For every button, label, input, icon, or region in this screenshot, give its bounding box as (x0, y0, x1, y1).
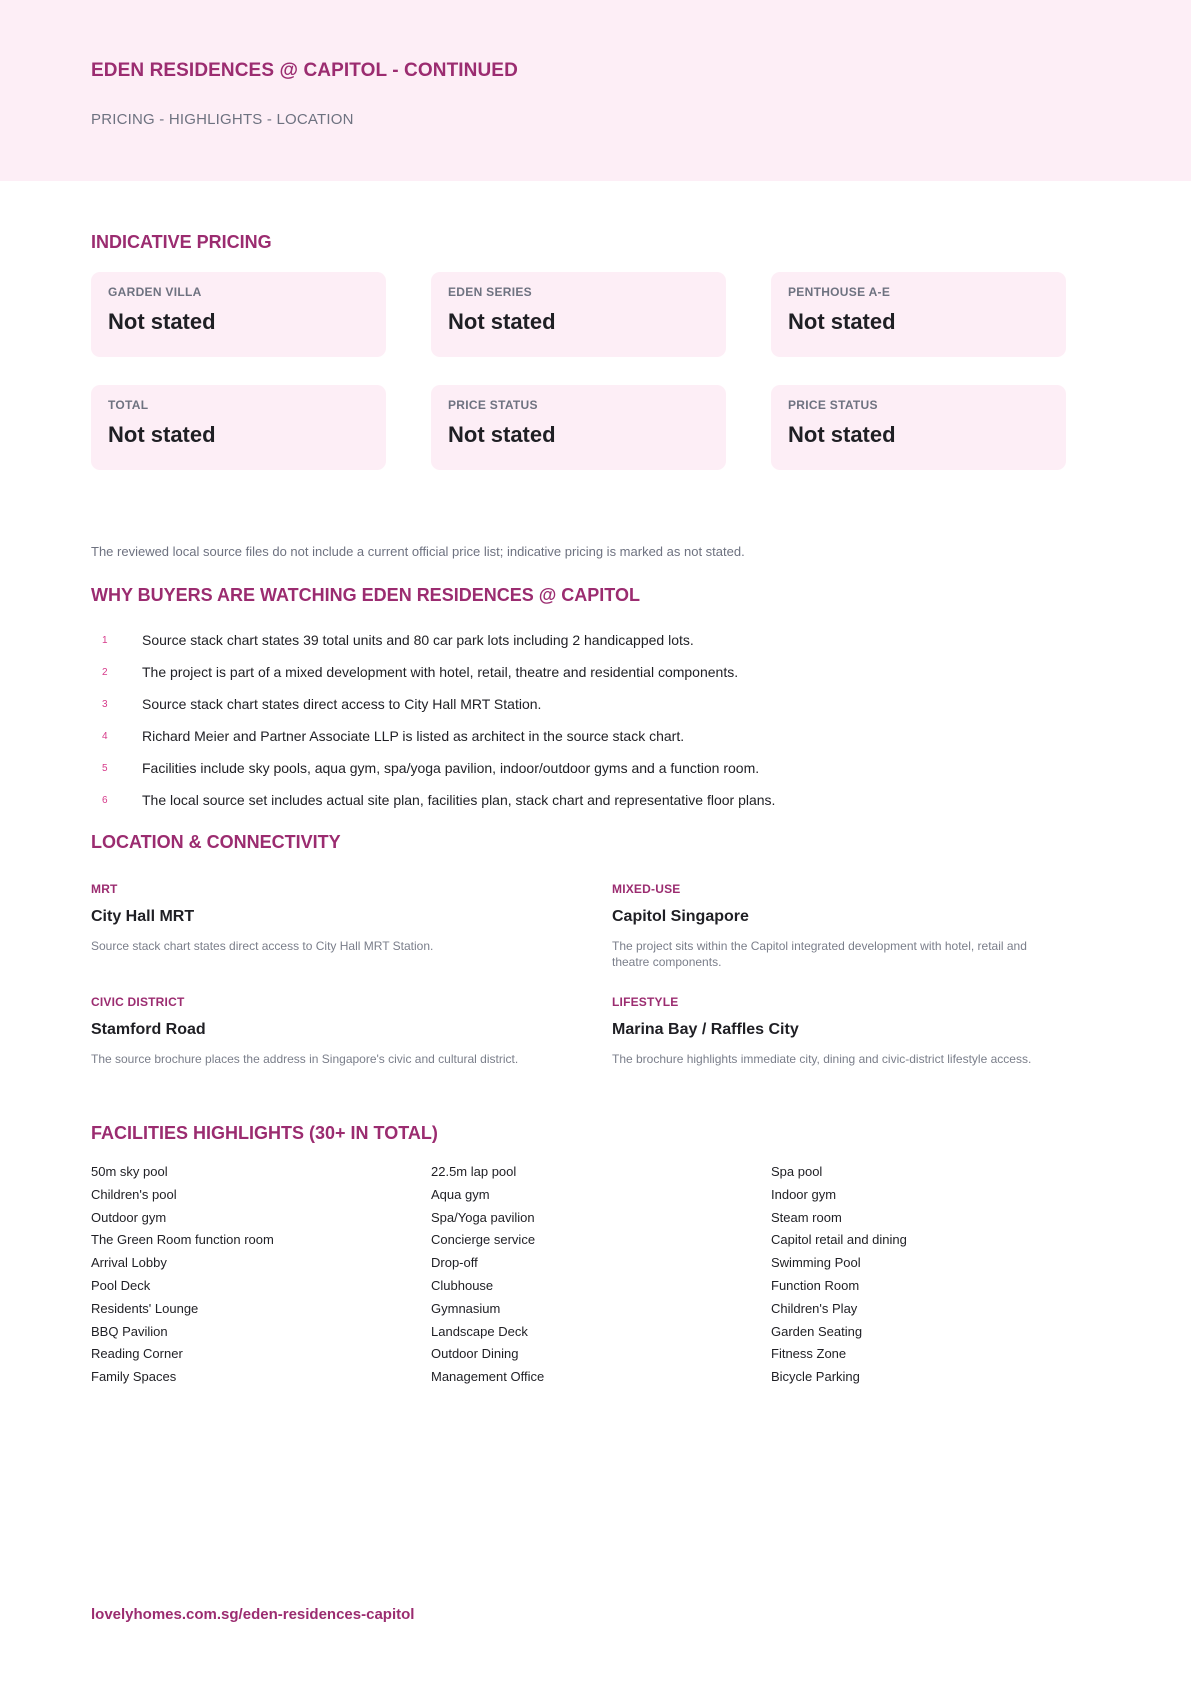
facilities-column (91, 1164, 431, 1392)
list-item: Function Room (771, 1277, 860, 1293)
page-header (0, 0, 1191, 181)
location-section-title: LOCATION & CONNECTIVITY (91, 832, 341, 852)
highlight-text: Facilities include sky pools, aqua gym, spa/yoga pavilion, indoor/outdoor gyms and a function room. (142, 760, 760, 776)
list-item: Children's Play (771, 1300, 858, 1316)
pricing-section-title: INDICATIVE PRICING (91, 232, 272, 252)
location-item-lifestyle (612, 995, 1091, 1108)
footer-website-link[interactable]: lovelyhomes.com.sg/eden-residences-capitol (91, 1606, 415, 1623)
list-item: Outdoor gym (91, 1209, 167, 1225)
number-bullet-icon: 6 (102, 795, 108, 806)
highlight-text: The project is part of a mixed development with hotel, retail, theatre and residential components. (142, 664, 739, 680)
price-card-status (431, 385, 726, 470)
location-name: Stamford Road (91, 1021, 206, 1038)
price-card-value: Not stated (108, 422, 216, 447)
highlight-text: Source stack chart states direct access to City Hall MRT Station. (142, 696, 542, 712)
highlight-text: Source stack chart states 39 total units and 80 car park lots including 2 handicapped lots. (142, 632, 694, 648)
location-label: MRT (91, 882, 118, 896)
list-item: Management Office (431, 1369, 545, 1385)
price-card-value: Not stated (448, 422, 556, 447)
list-item: Steam room (771, 1209, 842, 1225)
price-card-label: PRICE STATUS (788, 398, 878, 412)
location-description: The source brochure places the address in Singapore's civic and cultural district. (91, 1052, 519, 1066)
list-item (91, 728, 1091, 760)
list-item: Aqua gym (431, 1186, 490, 1202)
price-card-label: TOTAL (108, 398, 149, 412)
number-bullet-icon: 2 (102, 667, 108, 678)
pricing-note: The reviewed local source files do not include a current official price list; indicative pricing is marked as not stated. (91, 544, 745, 559)
location-item-mixed-use (612, 882, 1091, 995)
list-item: The Green Room function room (91, 1232, 274, 1248)
location-description: Source stack chart states direct access to City Hall MRT Station. (91, 939, 434, 953)
pricing-cards (91, 272, 1067, 470)
location-description: The brochure highlights immediate city, dining and civic-district lifestyle access. (612, 1052, 1032, 1066)
list-item: Family Spaces (91, 1369, 177, 1385)
list-item (91, 760, 1091, 792)
list-item: Bicycle Parking (771, 1369, 860, 1385)
page-title: EDEN RESIDENCES @ CAPITOL - CONTINUED (91, 60, 518, 81)
price-card-eden-series (431, 272, 726, 357)
location-item-civic-district (91, 995, 612, 1108)
list-item: Swimming Pool (771, 1255, 861, 1271)
location-description: The project sits within the Capitol integrated development with hotel, retail and theatre components. (612, 939, 1027, 969)
list-item: Clubhouse (431, 1277, 494, 1293)
price-card-status (771, 385, 1066, 470)
list-item: Concierge service (431, 1232, 536, 1248)
list-item: Fitness Zone (771, 1346, 847, 1362)
list-item: Gymnasium (431, 1300, 501, 1316)
price-card-label: PENTHOUSE A-E (788, 285, 891, 299)
price-card-label: EDEN SERIES (448, 285, 532, 299)
location-name: Marina Bay / Raffles City (612, 1021, 799, 1038)
price-card-label: PRICE STATUS (448, 398, 538, 412)
list-item: Reading Corner (91, 1346, 183, 1362)
number-bullet-icon: 4 (102, 731, 108, 742)
list-item: Indoor gym (771, 1186, 837, 1202)
list-item: Pool Deck (91, 1277, 151, 1293)
list-item (91, 632, 1091, 664)
location-label: CIVIC DISTRICT (91, 995, 185, 1009)
list-item (91, 792, 1091, 824)
highlights-list (91, 632, 1091, 824)
facilities-section-title: FACILITIES HIGHLIGHTS (30+ IN TOTAL) (91, 1123, 438, 1143)
list-item (91, 696, 1091, 728)
number-bullet-icon: 5 (102, 763, 108, 774)
list-item: Residents' Lounge (91, 1300, 199, 1316)
facilities-column (771, 1164, 1091, 1392)
location-label: MIXED-USE (612, 882, 681, 896)
price-card-value: Not stated (788, 422, 896, 447)
price-card-value: Not stated (788, 309, 896, 334)
price-card-total (91, 385, 386, 470)
location-item-mrt (91, 882, 612, 995)
list-item: Arrival Lobby (91, 1255, 167, 1271)
price-card-penthouse (771, 272, 1066, 357)
highlight-text: Richard Meier and Partner Associate LLP is listed as architect in the source stack chart. (142, 728, 685, 744)
price-card-label: GARDEN VILLA (108, 285, 202, 299)
highlights-section-title: WHY BUYERS ARE WATCHING EDEN RESIDENCES @ CAPITOL (91, 585, 640, 605)
list-item: 22.5m lap pool (431, 1164, 517, 1179)
list-item: Children's pool (91, 1186, 177, 1202)
number-bullet-icon: 1 (102, 635, 108, 646)
location-grid (91, 882, 1091, 1108)
list-item: Outdoor Dining (431, 1346, 519, 1362)
list-item (91, 664, 1091, 696)
list-item: Landscape Deck (431, 1323, 528, 1339)
highlight-text: The local source set includes actual site plan, facilities plan, stack chart and representative floor plans. (142, 792, 776, 808)
page-subtitle: PRICING - HIGHLIGHTS - LOCATION (91, 111, 354, 128)
location-name: City Hall MRT (91, 908, 195, 925)
price-card-value: Not stated (448, 309, 556, 334)
list-item: BBQ Pavilion (91, 1323, 168, 1339)
list-item: Spa pool (771, 1164, 823, 1179)
price-card-garden-villa (91, 272, 386, 357)
list-item: Garden Seating (771, 1323, 863, 1339)
location-label: LIFESTYLE (612, 995, 679, 1009)
price-card-value: Not stated (108, 309, 216, 334)
list-item: Spa/Yoga pavilion (431, 1209, 535, 1225)
list-item: Capitol retail and dining (771, 1232, 907, 1248)
list-item: 50m sky pool (91, 1164, 168, 1179)
list-item: Drop-off (431, 1255, 478, 1271)
number-bullet-icon: 3 (102, 699, 108, 710)
location-name: Capitol Singapore (612, 908, 749, 925)
facilities-column (431, 1164, 771, 1392)
facilities-grid (91, 1164, 1091, 1392)
